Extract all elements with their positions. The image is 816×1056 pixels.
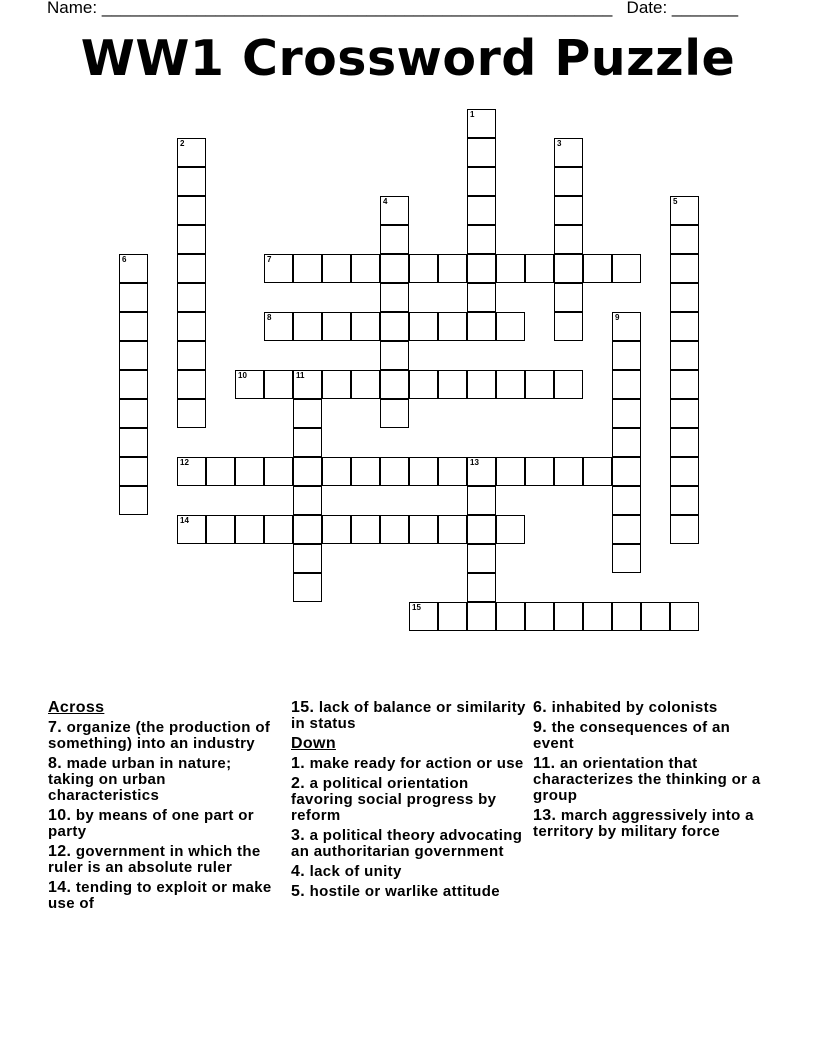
grid-cell-7[interactable] <box>264 254 293 283</box>
grid-cell-1[interactable] <box>467 109 496 138</box>
clue-number-label: 2 <box>180 139 185 148</box>
clue-number-label: 13 <box>470 458 479 467</box>
grid-cell[interactable] <box>670 283 699 312</box>
grid-cell[interactable] <box>235 515 264 544</box>
clue-text: march aggressively into a territory by military force <box>533 807 754 840</box>
grid-cell[interactable] <box>293 486 322 515</box>
clue-down-13 <box>533 808 773 840</box>
across-heading: Across <box>48 699 105 716</box>
grid-cell[interactable] <box>119 457 148 486</box>
grid-cell[interactable] <box>670 428 699 457</box>
grid-cell[interactable] <box>409 370 438 399</box>
grid-cell[interactable] <box>177 283 206 312</box>
grid-cell[interactable] <box>612 486 641 515</box>
clue-down-5 <box>291 884 526 900</box>
grid-cell[interactable] <box>496 370 525 399</box>
grid-cell[interactable] <box>351 370 380 399</box>
date-blank[interactable]: _______ <box>671 0 739 17</box>
grid-cell[interactable] <box>612 428 641 457</box>
grid-cell[interactable] <box>670 254 699 283</box>
grid-cell[interactable] <box>380 457 409 486</box>
clue-across-14 <box>48 880 278 912</box>
grid-cell[interactable] <box>670 457 699 486</box>
grid-cell[interactable] <box>409 515 438 544</box>
grid-cell[interactable] <box>554 254 583 283</box>
grid-cell[interactable] <box>525 602 554 631</box>
grid-cell[interactable] <box>380 283 409 312</box>
grid-cell[interactable] <box>583 457 612 486</box>
clue-number: 6. <box>533 699 548 716</box>
grid-cell[interactable] <box>438 457 467 486</box>
grid-cell[interactable] <box>409 312 438 341</box>
grid-cell[interactable] <box>119 486 148 515</box>
clue-number-label: 3 <box>557 139 562 148</box>
clue-down-4 <box>291 864 526 880</box>
grid-cell[interactable] <box>554 167 583 196</box>
clue-text: a political theory advocating an authoritarian government <box>291 827 523 860</box>
clue-down-6 <box>533 700 773 716</box>
grid-cell[interactable] <box>322 312 351 341</box>
grid-cell[interactable] <box>670 225 699 254</box>
grid-cell[interactable] <box>293 312 322 341</box>
grid-cell[interactable] <box>583 602 612 631</box>
grid-cell[interactable] <box>467 196 496 225</box>
grid-cell-11[interactable] <box>293 370 322 399</box>
clue-text: tending to exploit or make use of <box>48 879 272 912</box>
clue-down-11 <box>533 756 773 804</box>
grid-cell[interactable] <box>467 312 496 341</box>
grid-cell[interactable] <box>119 428 148 457</box>
grid-cell-12[interactable] <box>177 457 206 486</box>
grid-cell[interactable] <box>119 341 148 370</box>
grid-cell-14[interactable] <box>177 515 206 544</box>
grid-cell[interactable] <box>351 254 380 283</box>
grid-cell[interactable] <box>612 515 641 544</box>
grid-cell[interactable] <box>380 225 409 254</box>
grid-cell[interactable] <box>467 370 496 399</box>
clue-text: lack of balance or similarity in status <box>291 699 526 732</box>
name-label: Name: <box>47 0 98 17</box>
grid-cell[interactable] <box>177 167 206 196</box>
grid-cell[interactable] <box>612 341 641 370</box>
grid-cell[interactable] <box>380 254 409 283</box>
grid-cell[interactable] <box>467 254 496 283</box>
grid-cell[interactable] <box>380 515 409 544</box>
grid-cell[interactable] <box>177 370 206 399</box>
clue-text: a political orientation favoring social progress by reform <box>291 775 497 824</box>
grid-cell[interactable] <box>351 515 380 544</box>
grid-cell[interactable] <box>583 254 612 283</box>
clue-down-3 <box>291 828 526 860</box>
clue-text: organize (the production of something) into an industry <box>48 719 271 752</box>
clue-text: inhabited by colonists <box>551 699 718 716</box>
grid-cell[interactable] <box>322 254 351 283</box>
grid-cell[interactable] <box>119 370 148 399</box>
grid-cell[interactable] <box>322 515 351 544</box>
clue-number-label: 9 <box>615 313 620 322</box>
grid-cell[interactable] <box>322 457 351 486</box>
clue-number-label: 1 <box>470 110 475 119</box>
grid-cell[interactable] <box>264 515 293 544</box>
grid-cell[interactable] <box>467 283 496 312</box>
grid-cell[interactable] <box>496 254 525 283</box>
grid-cell[interactable] <box>264 457 293 486</box>
grid-cell[interactable] <box>612 399 641 428</box>
clue-text: by means of one part or party <box>48 807 254 840</box>
grid-cell-5[interactable] <box>670 196 699 225</box>
grid-cell[interactable] <box>496 457 525 486</box>
clue-down-2 <box>291 776 526 824</box>
grid-cell[interactable] <box>438 370 467 399</box>
grid-cell-9[interactable] <box>612 312 641 341</box>
grid-cell[interactable] <box>467 573 496 602</box>
grid-cell[interactable] <box>119 399 148 428</box>
grid-cell-15[interactable] <box>409 602 438 631</box>
grid-cell[interactable] <box>409 254 438 283</box>
grid-cell[interactable] <box>467 602 496 631</box>
clue-across-8 <box>48 756 278 804</box>
grid-cell[interactable] <box>612 254 641 283</box>
clue-number-label: 5 <box>673 197 678 206</box>
grid-cell[interactable] <box>467 167 496 196</box>
grid-cell[interactable] <box>554 196 583 225</box>
clue-number-label: 10 <box>238 371 247 380</box>
grid-cell[interactable] <box>467 486 496 515</box>
clue-number: 10. <box>48 807 72 824</box>
grid-cell[interactable] <box>670 341 699 370</box>
grid-cell[interactable] <box>554 283 583 312</box>
clue-number-label: 15 <box>412 603 421 612</box>
grid-cell-8[interactable] <box>264 312 293 341</box>
grid-cell[interactable] <box>177 341 206 370</box>
clue-across-10 <box>48 808 278 840</box>
grid-cell[interactable] <box>264 370 293 399</box>
clue-number-label: 12 <box>180 458 189 467</box>
grid-cell[interactable] <box>206 457 235 486</box>
clue-number: 9. <box>533 719 548 736</box>
name-blank[interactable]: ______________________________________________________ <box>101 0 613 17</box>
grid-cell[interactable] <box>380 399 409 428</box>
grid-cell[interactable] <box>554 602 583 631</box>
clue-number-label: 8 <box>267 313 272 322</box>
clue-text: make ready for action or use <box>309 755 524 772</box>
grid-cell[interactable] <box>554 312 583 341</box>
grid-cell[interactable] <box>235 457 264 486</box>
grid-cell[interactable] <box>438 312 467 341</box>
grid-cell[interactable] <box>525 370 554 399</box>
grid-cell-3[interactable] <box>554 138 583 167</box>
grid-cell[interactable] <box>554 225 583 254</box>
clue-down-9 <box>533 720 773 752</box>
grid-cell[interactable] <box>670 515 699 544</box>
clue-number: 14. <box>48 879 72 896</box>
grid-cell-6[interactable] <box>119 254 148 283</box>
grid-cell[interactable] <box>467 515 496 544</box>
grid-cell[interactable] <box>467 544 496 573</box>
grid-cell[interactable] <box>641 602 670 631</box>
grid-cell[interactable] <box>380 312 409 341</box>
down-heading: Down <box>291 735 336 752</box>
clue-number-label: 14 <box>180 516 189 525</box>
clue-number: 11. <box>533 755 556 772</box>
clue-number: 2. <box>291 775 306 792</box>
clues-column-1 <box>48 700 278 916</box>
clue-number: 12. <box>48 843 72 860</box>
grid-cell[interactable] <box>467 138 496 167</box>
grid-cell[interactable] <box>496 312 525 341</box>
clue-text: lack of unity <box>309 863 402 880</box>
grid-cell[interactable] <box>612 370 641 399</box>
clue-number-label: 7 <box>267 255 272 264</box>
clues-column-2 <box>291 700 526 904</box>
grid-cell[interactable] <box>380 370 409 399</box>
clue-text: an orientation that characterizes the thinking or a group <box>533 755 761 804</box>
grid-cell[interactable] <box>119 283 148 312</box>
clue-number: 4. <box>291 863 306 880</box>
grid-cell[interactable] <box>177 399 206 428</box>
grid-cell[interactable] <box>293 544 322 573</box>
grid-cell-13[interactable] <box>467 457 496 486</box>
grid-cell[interactable] <box>206 515 235 544</box>
grid-cell[interactable] <box>496 515 525 544</box>
grid-cell[interactable] <box>293 573 322 602</box>
grid-cell[interactable] <box>409 457 438 486</box>
grid-cell[interactable] <box>351 312 380 341</box>
grid-cell[interactable] <box>525 254 554 283</box>
clue-number-label: 11 <box>296 371 305 380</box>
grid-cell[interactable] <box>293 399 322 428</box>
grid-cell[interactable] <box>438 515 467 544</box>
clue-across-7 <box>48 720 278 752</box>
grid-cell[interactable] <box>438 254 467 283</box>
grid-cell[interactable] <box>293 254 322 283</box>
clue-number: 3. <box>291 827 306 844</box>
grid-cell[interactable] <box>612 602 641 631</box>
clue-text: hostile or warlike attitude <box>309 883 500 900</box>
grid-cell[interactable] <box>554 370 583 399</box>
grid-cell[interactable] <box>496 602 525 631</box>
grid-cell[interactable] <box>351 457 380 486</box>
grid-cell[interactable] <box>293 457 322 486</box>
clue-number: 1. <box>291 755 306 772</box>
clues-column-3 <box>533 700 773 844</box>
clue-number: 7. <box>48 719 63 736</box>
grid-cell[interactable] <box>670 486 699 515</box>
clue-across-15 <box>291 700 526 732</box>
clue-text: made urban in nature; taking on urban characteristics <box>48 755 232 804</box>
date-label: Date: <box>626 0 668 17</box>
grid-cell[interactable] <box>467 225 496 254</box>
grid-cell[interactable] <box>293 428 322 457</box>
grid-cell[interactable] <box>612 457 641 486</box>
clue-text: government in which the ruler is an absolute ruler <box>48 843 261 876</box>
grid-cell[interactable] <box>612 544 641 573</box>
grid-cell[interactable] <box>438 602 467 631</box>
page-title: WW1 Crossword Puzzle <box>80 30 736 87</box>
grid-cell[interactable] <box>380 341 409 370</box>
clue-down-1 <box>291 756 526 772</box>
clue-number: 8. <box>48 755 63 772</box>
grid-cell[interactable] <box>177 196 206 225</box>
clue-text: the consequences of an event <box>533 719 731 752</box>
grid-cell[interactable] <box>670 312 699 341</box>
grid-cell[interactable] <box>177 312 206 341</box>
grid-cell[interactable] <box>177 254 206 283</box>
grid-cell[interactable] <box>293 515 322 544</box>
clue-number: 5. <box>291 883 306 900</box>
grid-cell[interactable] <box>670 399 699 428</box>
grid-cell[interactable] <box>322 370 351 399</box>
grid-cell-4[interactable] <box>380 196 409 225</box>
grid-cell[interactable] <box>670 370 699 399</box>
grid-cell[interactable] <box>119 312 148 341</box>
clue-number-label: 4 <box>383 197 388 206</box>
clue-number: 15. <box>291 699 315 716</box>
grid-cell-2[interactable] <box>177 138 206 167</box>
grid-cell-10[interactable] <box>235 370 264 399</box>
clue-across-12 <box>48 844 278 876</box>
clue-number-label: 6 <box>122 255 127 264</box>
grid-cell[interactable] <box>525 457 554 486</box>
grid-cell[interactable] <box>670 602 699 631</box>
clue-number: 13. <box>533 807 557 824</box>
grid-cell[interactable] <box>554 457 583 486</box>
grid-cell[interactable] <box>177 225 206 254</box>
